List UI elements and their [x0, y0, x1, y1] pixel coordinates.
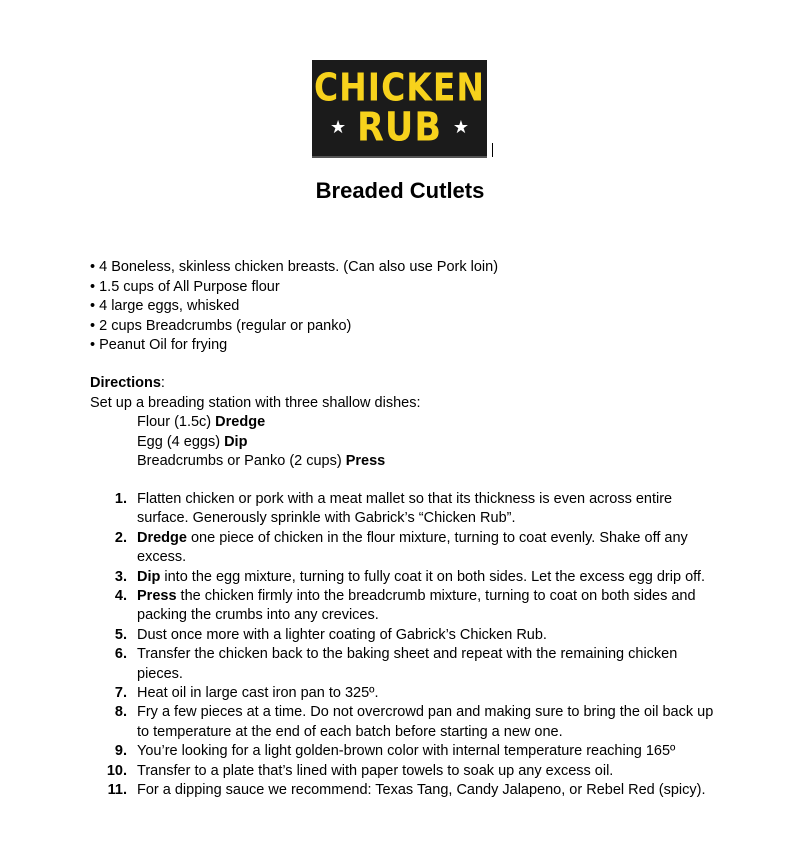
list-item: [90, 684, 720, 703]
step-body: [137, 568, 720, 587]
page-title: Breaded Cutlets: [315, 178, 485, 203]
step-body: [137, 645, 720, 684]
list-item: [90, 626, 720, 645]
ingredient-item: • Peanut Oil for frying: [90, 337, 228, 353]
step-body: [137, 781, 720, 800]
station-item: [137, 433, 385, 453]
directions-heading: [90, 374, 165, 393]
list-item: [90, 568, 720, 587]
ingredient-item: • 2 cups Breadcrumbs (regular or panko): [90, 317, 352, 334]
step-number: 3.: [114, 568, 127, 585]
list-item: [90, 645, 720, 684]
step-body: [137, 762, 720, 781]
list-item: [90, 587, 720, 626]
step-number: 2.: [114, 529, 127, 546]
star-icon: ★: [452, 117, 469, 137]
station-action: Dredge: [215, 414, 266, 430]
step-body: [137, 587, 720, 626]
step-text: You’re looking for a light golden-brown color with internal temperature reaching 165º: [137, 743, 676, 760]
step-text: For a dipping sauce we recommend: Texas Tang, Candy Jalapeno, or Rebel Red (spicy).: [137, 782, 706, 799]
list-item: [90, 742, 720, 761]
step-body: [137, 742, 720, 761]
step-number: 4.: [114, 588, 127, 605]
step-number: 7.: [114, 685, 127, 702]
star-icon: ★: [330, 117, 347, 137]
step-action: Press: [137, 588, 177, 605]
step-action: Dip: [137, 568, 161, 585]
station-text: Egg (4 eggs): [137, 433, 225, 450]
step-action: Dredge: [137, 529, 187, 546]
ingredient-item: • 1.5 cups of All Purpose flour: [90, 278, 280, 295]
station-item: [137, 413, 385, 433]
directions-intro: Set up a breading station with three shallow dishes:: [90, 395, 421, 411]
step-text: one piece of chicken in the flour mixture, turning to coat evenly. Shake off any excess.: [137, 529, 688, 566]
step-number: 5.: [114, 626, 127, 643]
step-number: 8.: [114, 704, 127, 721]
step-text: Transfer the chicken back to the baking sheet and repeat with the remaining chicken pieces.: [137, 646, 678, 682]
list-item: [90, 490, 720, 529]
step-text: Transfer to a plate that’s lined with paper towels to soak up any excess oil.: [137, 762, 614, 779]
step-text: the chicken firmly into the breadcrumb mixture, turning to coat on both sides and packing the crumbs into any crevices.: [137, 588, 696, 624]
ingredient-item: • 4 large eggs, whisked: [90, 298, 240, 314]
station-text: Breadcrumbs or Panko (2 cups): [137, 453, 346, 469]
directions-colon: :: [160, 375, 165, 391]
step-text: into the egg mixture, turning to fully coat it on both sides. Let the excess egg drip off.: [160, 568, 705, 585]
step-body: [137, 490, 720, 529]
breading-stations: [137, 413, 385, 472]
logo-line-1: CHICKEN: [313, 65, 486, 110]
logo-line-2: RUB: [356, 105, 443, 151]
text-cursor: [492, 143, 493, 157]
step-body: [137, 684, 720, 703]
step-text: Fry a few pieces at a time. Do not overcrowd pan and making sure to bring the oil back up to temperature at the end of each batch before starting a new one.: [137, 704, 714, 740]
chicken-rub-logo: [312, 60, 487, 158]
step-body: [137, 529, 720, 568]
step-number: 6.: [114, 646, 127, 663]
ingredient-list: [90, 258, 498, 356]
step-body: [137, 703, 720, 742]
step-text: Flatten chicken or pork with a meat mallet so that its thickness is even across entire surface. Generously sprinkle with Gabrick’s “Chicken Rub”.: [137, 491, 673, 527]
station-item: [137, 452, 385, 472]
station-text: Flour (1.5c): [137, 414, 216, 430]
step-number: 9.: [114, 743, 127, 760]
list-item: [90, 529, 720, 568]
step-number: 1.: [114, 491, 127, 507]
list-item: [90, 703, 720, 742]
step-body: [137, 626, 720, 645]
station-action: Press: [345, 453, 386, 469]
ingredient-item: • 4 Boneless, skinless chicken breasts. (Can also use Pork loin): [90, 259, 499, 275]
step-text: Dust once more with a lighter coating of Gabrick’s Chicken Rub.: [137, 626, 547, 643]
list-item: [90, 781, 720, 800]
step-number: 11.: [107, 782, 127, 799]
step-text: Heat oil in large cast iron pan to 325º.: [137, 685, 379, 702]
steps-list: [90, 490, 720, 801]
directions-label: Directions: [90, 375, 161, 391]
station-action: Dip: [224, 433, 248, 450]
step-number: 10.: [106, 762, 127, 779]
list-item: [90, 762, 720, 781]
